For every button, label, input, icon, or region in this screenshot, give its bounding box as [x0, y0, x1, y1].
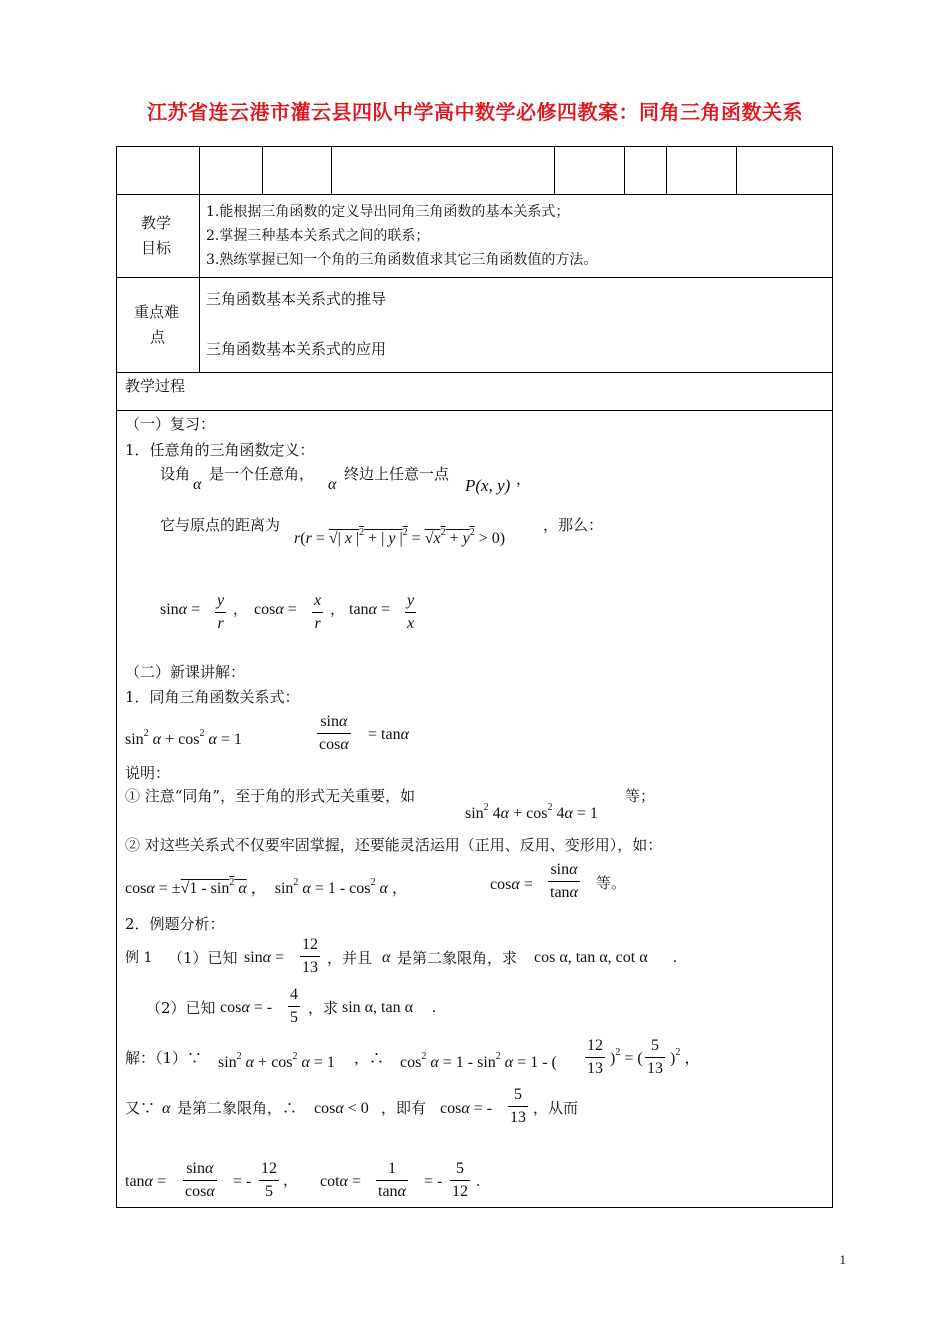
key-point-item: 三角函数基本关系式的推导: [206, 290, 387, 308]
solution-cos: cosα = -: [440, 1100, 493, 1117]
fraction: x r: [314, 592, 322, 632]
pythagorean-identity: $\sin^2 \alpha + \cos^2 \alpha = 1$: [125, 728, 242, 748]
quotient-identity-rhs: = tanα: [368, 726, 409, 743]
example-1-part2: （2）已知: [146, 999, 216, 1017]
objective-item: 3.熟练掌握已知一个角的三角函数值求其它三角函数值的方法。: [206, 252, 598, 268]
key-point-item: 三角函数基本关系式的应用: [206, 340, 387, 358]
alpha-symbol: α: [162, 1100, 171, 1117]
fraction: y r: [217, 592, 225, 632]
distance-text: 它与原点的距离为: [160, 516, 281, 534]
example-1-given: sinα =: [244, 949, 285, 966]
solution-step: $\cos^2 \alpha = 1 - \sin^2 \alpha = 1$ - (: [400, 1051, 557, 1071]
note-1: ① 注意“同角”，至于角的形式无关重要，如: [125, 787, 416, 805]
key-points-label: 点: [150, 328, 166, 346]
row-divider: [116, 194, 833, 195]
key-points-label: 重点难: [134, 303, 180, 321]
solution-again: 又∵: [125, 1099, 156, 1117]
note-2-formula-b: cosα =: [490, 876, 533, 893]
col-divider: [624, 146, 625, 194]
new-lesson-heading: （二）新课讲解：: [125, 663, 246, 681]
fraction: 1 tanα: [378, 1160, 406, 1200]
alpha-symbol: α: [193, 476, 202, 493]
solution-step: )$^2$ = (: [610, 1047, 643, 1067]
definition-comma: ，: [516, 470, 532, 488]
example-1-given-2: cosα = -: [220, 999, 273, 1016]
fraction: 5 12: [452, 1160, 468, 1200]
distance-then: ，那么：: [543, 516, 604, 534]
row-divider: [116, 277, 833, 278]
col-divider: [554, 146, 555, 194]
objectives-label: 目标: [141, 239, 172, 257]
col-divider: [736, 146, 737, 194]
solution-step: )$^2$ ，: [670, 1047, 701, 1067]
note-2-end: 等。: [596, 874, 627, 892]
new-lesson-item: 1．同角三角函数关系式：: [125, 688, 300, 706]
period: .: [673, 949, 677, 966]
example-1-part2: ，求: [308, 999, 339, 1017]
row-divider: [116, 372, 833, 373]
definition-text: 终边上任意一点: [344, 465, 450, 483]
definition-text: 是一个任意角，: [209, 465, 315, 483]
col-divider: [331, 146, 332, 194]
cos-def: cosα =: [254, 601, 297, 618]
distance-formula: r(r = √| x $|^2$ + | y $|^2 = √x^2 + y^2 > 0$): [294, 527, 506, 547]
separator: ，: [330, 600, 346, 618]
solution-therefore: ，∴: [354, 1049, 385, 1067]
example-1-label: 例 1: [125, 950, 153, 966]
solution-tan: tanα =: [125, 1173, 166, 1190]
document-title: 江苏省连云港市灌云县四队中学高中数学必修四教案：同角三角函数关系: [147, 100, 803, 124]
solution-again: 是第二象限角，∴: [177, 1099, 298, 1117]
solution-label: 解：（1）∵: [125, 1049, 203, 1067]
note-2: ② 对这些关系式不仅要牢固掌握，还要能灵活运用（正用、反用、变形用），如：: [125, 836, 663, 854]
fraction: 5 13: [510, 1086, 526, 1126]
fraction: 4 5: [290, 986, 298, 1026]
solution-again: ，从而: [533, 1099, 579, 1117]
note-2-formula: $\cos\alpha = \pm√1 - \sin^2 \alpha$ ， $\sin^2 \alpha = 1 - \cos^2 \alpha$ ，: [125, 877, 408, 897]
example-1-part1: （1）已知: [168, 949, 238, 967]
fraction: sinα tanα: [550, 861, 578, 901]
page-number: 1: [839, 1252, 846, 1267]
example-1-targets-2: sin α, tan α: [342, 999, 413, 1016]
col-divider: [199, 146, 200, 194]
solution-cot: = -: [424, 1173, 443, 1190]
review-heading: （一）复习：: [125, 415, 216, 433]
process-label: 教学过程: [125, 377, 186, 395]
solution-identity: $\sin^2 \alpha + \cos^2 \alpha = 1$: [218, 1051, 335, 1071]
period: .: [476, 1173, 480, 1190]
point-formula: P(x, y): [465, 476, 511, 495]
review-item: 1．任意角的三角函数定义：: [125, 441, 315, 459]
solution-cot: cotα =: [320, 1173, 361, 1190]
alpha-symbol: α: [328, 476, 337, 493]
solution-tan: = -: [233, 1173, 252, 1190]
col-divider: [262, 146, 263, 194]
separator: ，: [283, 1171, 299, 1189]
objectives-label: 教学: [141, 214, 172, 232]
fraction: 12 5: [261, 1160, 277, 1200]
fraction: y x: [407, 592, 415, 632]
example-1-part1: ，并且: [327, 949, 373, 967]
note-1-end: 等；: [625, 787, 656, 805]
example-1-part1: 是第二象限角，求: [397, 949, 518, 967]
note-1-formula: $\sin^2 4\alpha + \cos^2 4\alpha = 1$: [465, 802, 598, 822]
row-divider: [116, 410, 833, 411]
fraction: sinα cosα: [185, 1160, 215, 1200]
solution-again: ，即有: [381, 1099, 427, 1117]
quotient-identity: sinα cosα: [319, 713, 349, 753]
fraction: 12 13: [302, 936, 318, 976]
objective-item: 2.掌握三种基本关系式之间的联系；: [206, 228, 430, 244]
example-1-targets: cos α, tan α, cot α: [534, 949, 648, 966]
objective-item: 1.能根据三角函数的定义导出同角三角函数的基本关系式；: [206, 204, 570, 220]
tan-def: tanα =: [349, 601, 390, 618]
alpha-symbol: α: [382, 949, 391, 966]
solution-inequality: cosα < 0: [314, 1100, 369, 1117]
period: .: [432, 999, 436, 1016]
fraction: 12 13: [587, 1037, 603, 1077]
separator: ，: [233, 600, 249, 618]
fraction: 5 13: [647, 1037, 663, 1077]
note-label: 说明：: [125, 764, 171, 782]
definition-text: 设角: [160, 465, 191, 483]
example-heading: 2．例题分析：: [125, 915, 225, 933]
sin-def: sinα =: [160, 601, 201, 618]
label-col-divider: [199, 194, 200, 372]
col-divider: [666, 146, 667, 194]
